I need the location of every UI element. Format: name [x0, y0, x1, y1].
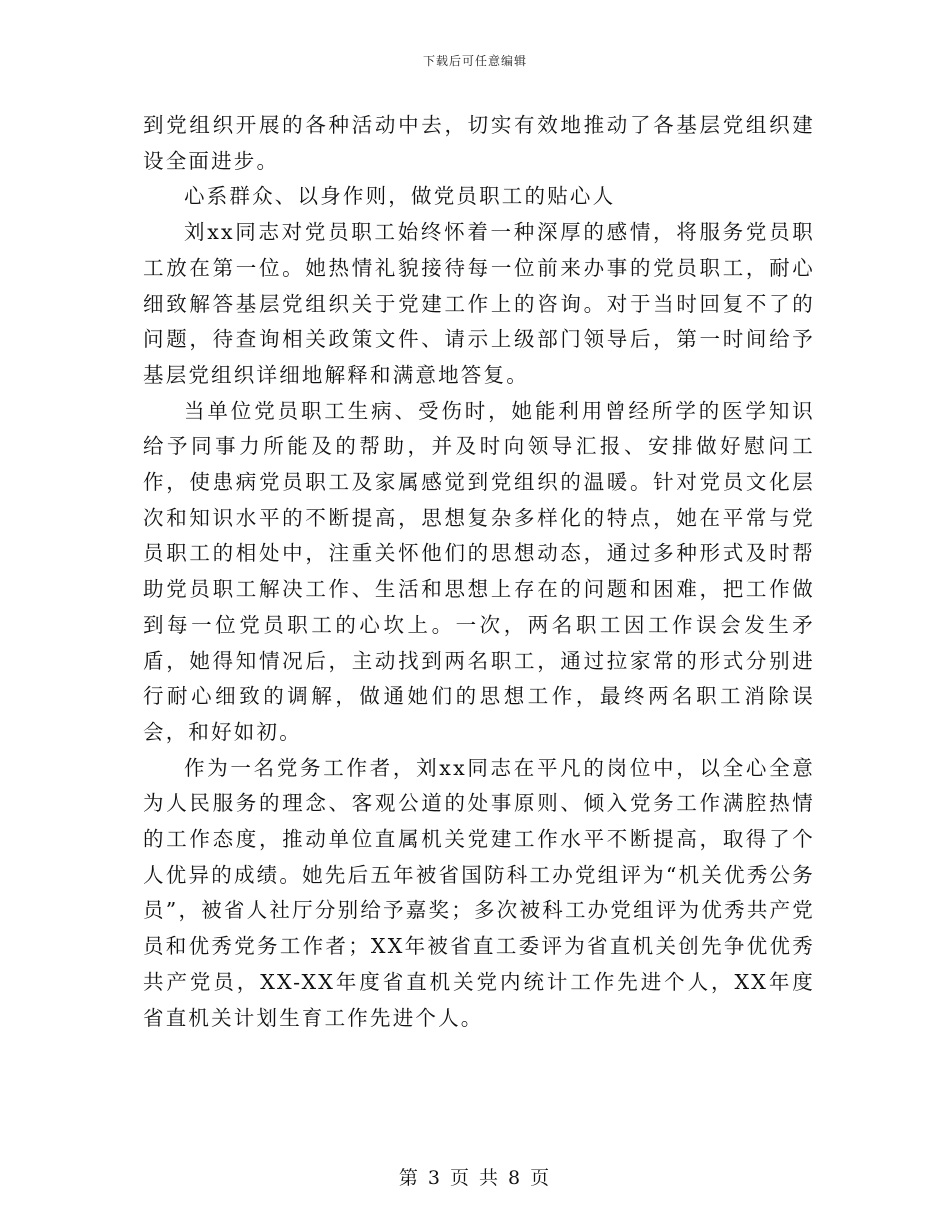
footer-page-number: 3 — [427, 1167, 442, 1189]
paragraph: 刘xx同志对党员职工始终怀着一种深厚的感情，将服务党员职工放在第一位。她热情礼貌接待每一位前来办事的党员职工，耐心细致解答基层党组织关于党建工作上的咨询。对于当时回复不了的问题，待查询相关政策文件、请示上级部门领导后，第一时间给予基层党组织详细地解释和满意地答复。 — [143, 220, 815, 387]
paragraph-continuation: 到党组织开展的各种活动中去，切实有效地推动了各基层党组织建设全面进步。 — [143, 113, 815, 173]
footer-suffix: 页 — [530, 1167, 552, 1189]
page-footer — [0, 1163, 950, 1190]
footer-prefix: 第 — [398, 1167, 420, 1189]
footer-middle: 页 共 — [449, 1167, 501, 1189]
document-body — [143, 108, 815, 1036]
paragraph: 作为一名党务工作者，刘xx同志在平凡的岗位中，以全心全意为人民服务的理念、客观公道的处事原则、倾入党务工作满腔热情的工作态度，推动单位直属机关党建工作水平不断提高，取得了个人优异的成绩。她先后五年被省国防科工办党组评为“机关优秀公务员”，被省人社厅分别给予嘉奖；多次被科工办党组评为优秀共产党员和优秀党务工作者；XX年被省直工委评为省直机关创先争优优秀共产党员，XX-XX年度省直机关党内统计工作先进个人，XX年度省直机关计划生育工作先进个人。 — [143, 755, 815, 1030]
footer-total-pages: 8 — [508, 1167, 523, 1189]
section-heading: 心系群众、以身作则，做党员职工的贴心人 — [184, 184, 616, 209]
page-header-note: 下载后可任意编辑 — [422, 54, 527, 68]
paragraph: 当单位党员职工生病、受伤时，她能利用曾经所学的医学知识给予同事力所能及的帮助，并及时向领导汇报、安排做好慰问工作，使患病党员职工及家属感觉到党组织的温暖。针对党员文化层次和知识水平的不断提高，思想复杂多样化的特点，她在平常与党员职工的相处中，注重关怀他们的思想动态，通过多种形式及时帮助党员职工解决工作、生活和思想上存在的问题和困难，把工作做到每一位党员职工的心坎上。一次，两名职工因工作误会发生矛盾，她得知情况后，主动找到两名职工，通过拉家常的形式分别进行耐心细致的调解，做通她们的思想工作，最终两名职工消除误会，和好如初。 — [143, 398, 815, 744]
